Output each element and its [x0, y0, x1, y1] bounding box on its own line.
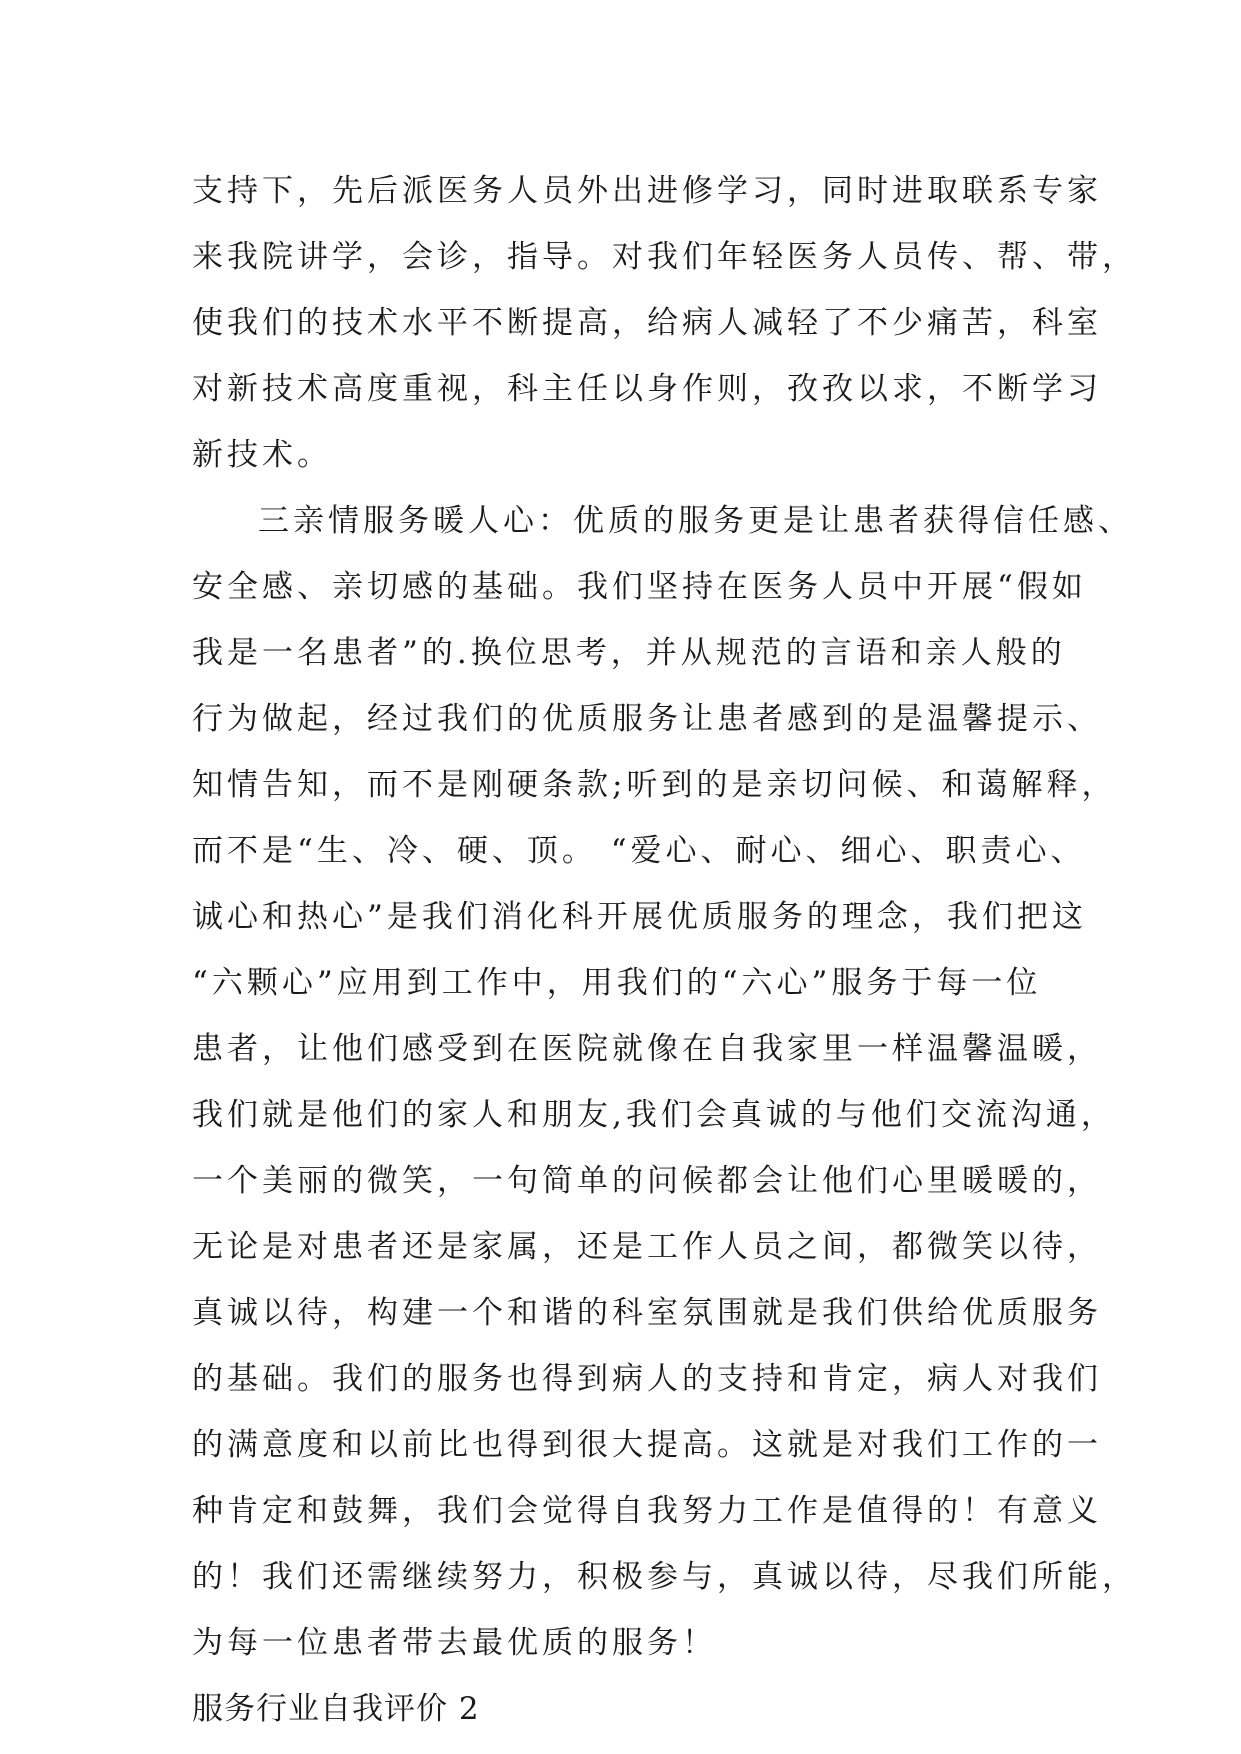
text-line: 支持下，先后派医务人员外出进修学习，同时进取联系专家	[192, 173, 1102, 209]
paragraph-service	[192, 488, 1137, 1676]
text-line: 种肯定和鼓舞，我们会觉得自我努力工作是值得的！有意义	[192, 1493, 1102, 1529]
text-line: “六颗心”应用到工作中，用我们的“六心”服务于每一位	[192, 965, 1042, 1001]
paragraph-continuation	[192, 158, 1137, 488]
text-line: 三亲情服务暖人心：优质的服务更是让患者获得信任感、	[258, 503, 1133, 539]
text-line: 患者，让他们感受到在医院就像在自我家里一样温馨温暖，	[192, 1031, 1102, 1067]
text-line: 对新技术高度重视，科主任以身作则，孜孜以求，不断学习	[192, 371, 1102, 407]
text-line: 一个美丽的微笑，一句简单的问候都会让他们心里暖暖的，	[192, 1163, 1102, 1199]
text-line: 来我院讲学，会诊，指导。对我们年轻医务人员传、帮、带，	[192, 239, 1137, 275]
text-line: 我们就是他们的家人和朋友,我们会真诚的与他们交流沟通，	[192, 1097, 1116, 1133]
text-line: 而不是“生、冷、硬、顶。 “爱心、耐心、细心、职责心、	[192, 833, 1086, 869]
text-line: 的！我们还需继续努力，积极参与，真诚以待，尽我们所能，	[192, 1559, 1137, 1595]
text-line: 行为做起，经过我们的优质服务让患者感到的是温馨提示、	[192, 701, 1102, 737]
text-line: 的满意度和以前比也得到很大提高。这就是对我们工作的一	[192, 1427, 1102, 1463]
text-line: 为每一位患者带去最优质的服务！	[192, 1625, 717, 1661]
text-line: 我是一名患者”的.换位思考，并从规范的言语和亲人般的	[192, 635, 1066, 671]
text-line: 无论是对患者还是家属，还是工作人员之间，都微笑以待，	[192, 1229, 1102, 1265]
text-line: 使我们的技术水平不断提高，给病人减轻了不少痛苦，科室	[192, 305, 1102, 341]
text-line: 真诚以待，构建一个和谐的科室氛围就是我们供给优质服务	[192, 1295, 1102, 1331]
text-line: 的基础。我们的服务也得到病人的支持和肯定，病人对我们	[192, 1361, 1102, 1397]
text-line: 知情告知，而不是刚硬条款;听到的是亲切问候、和蔼解释，	[192, 767, 1117, 803]
text-line: 安全感、亲切感的基础。我们坚持在医务人员中开展“假如	[192, 569, 1087, 605]
body-text	[192, 158, 1137, 1742]
text-line: 新技术。	[192, 437, 332, 473]
section-heading: 服务行业自我评价 2	[192, 1691, 480, 1727]
text-line: 诚心和热心”是我们消化科开展优质服务的理念，我们把这	[192, 899, 1087, 935]
